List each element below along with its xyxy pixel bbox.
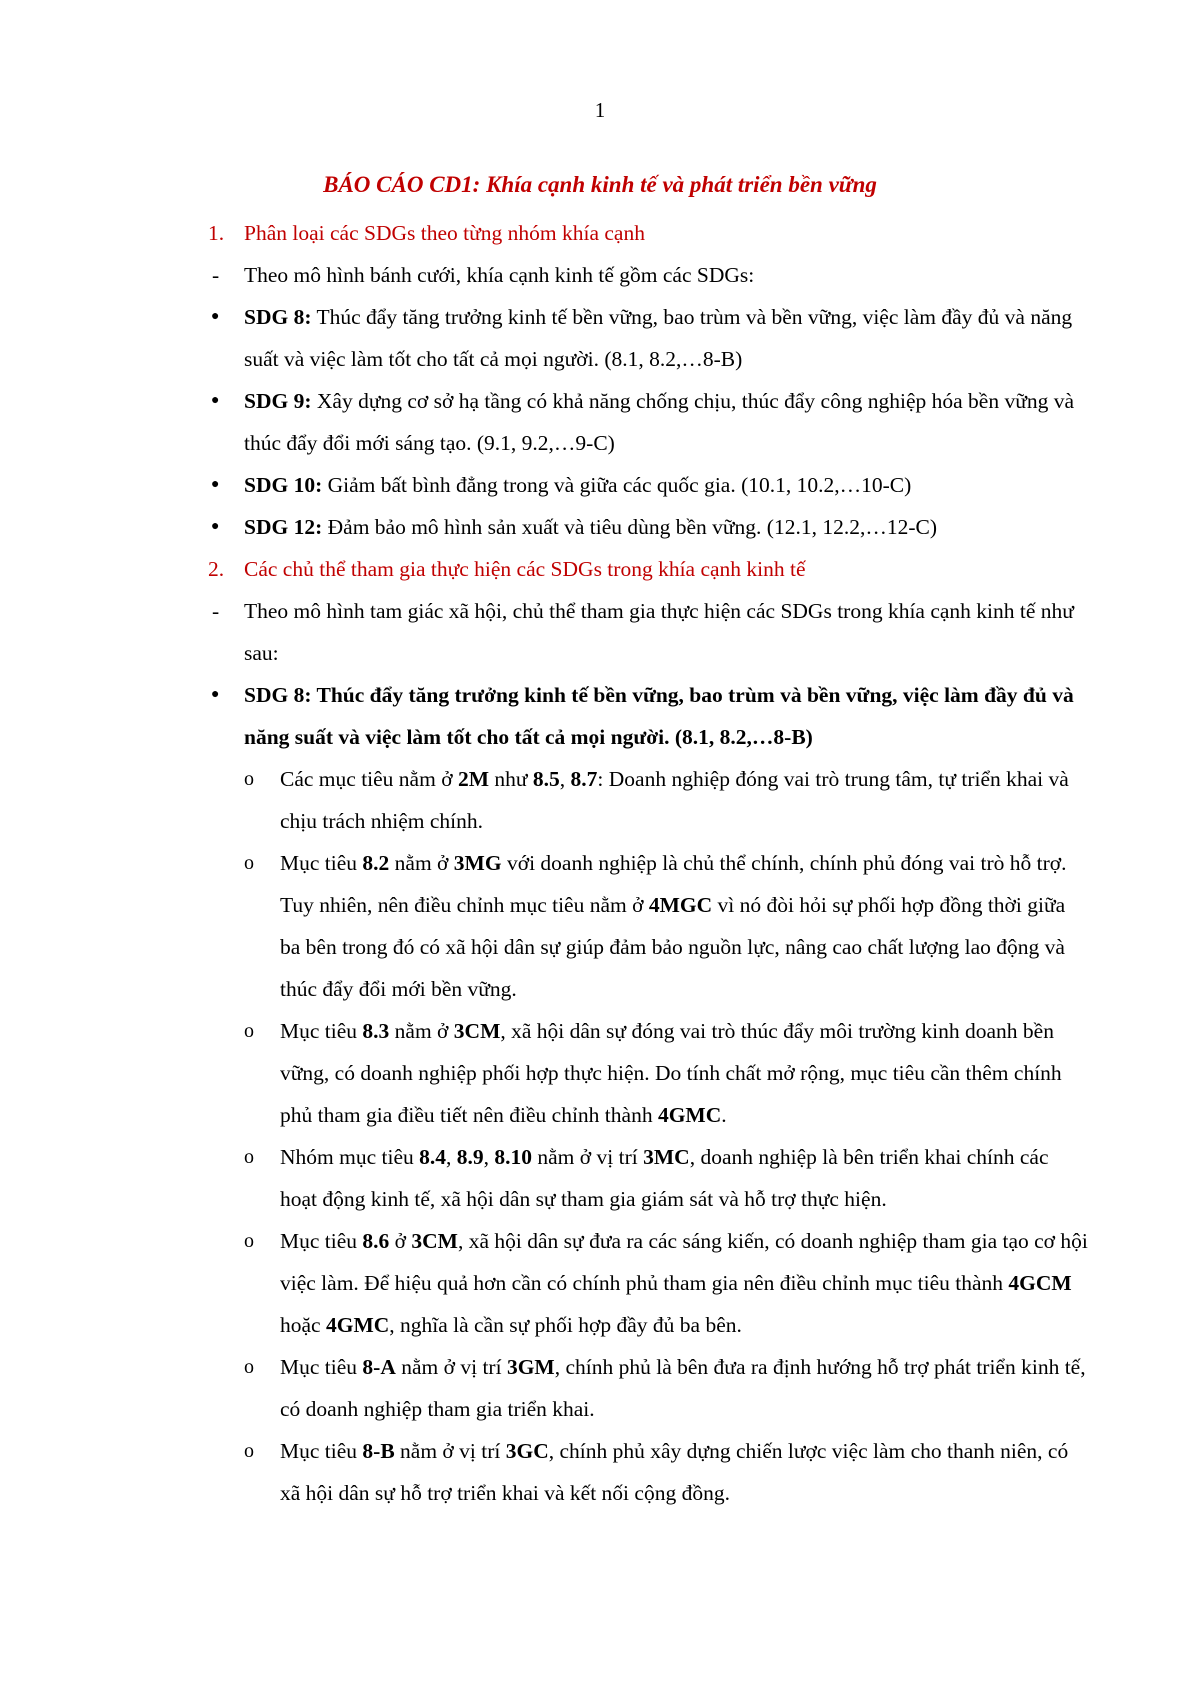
circle-marker: o [244, 1230, 254, 1252]
text-segment: , xã hội dân sự đóng vai trò thúc đẩy môi trường kinh doanh bền vững, có doanh nghiệp phối hợp thực hiện. Do tính chất mở rộng, mục tiêu cần thêm chính phủ tham gia điều tiết nên điều chỉnh thành [280, 1019, 1062, 1127]
text-segment: Các mục tiêu nằm ở [280, 767, 458, 791]
text-segment: Mục tiêu [280, 1019, 363, 1043]
target-code: 4GCM [1008, 1271, 1072, 1295]
sdg8-detail-heading [208, 674, 1088, 758]
text-segment: với doanh nghiệp là chủ thể chính, chính phủ đóng vai trò hỗ trợ. Tuy nhiên, nên điều chỉnh mục tiêu nằm ở [280, 851, 1067, 917]
target-analysis-text [280, 758, 1088, 842]
target-analysis-text [280, 842, 1088, 1010]
text-segment: Mục tiêu [280, 851, 363, 875]
target-analysis-text [280, 1220, 1088, 1346]
target-analysis-text [280, 1346, 1088, 1430]
sdg-item-text [244, 296, 1088, 380]
target-code: 3MG [453, 851, 502, 875]
sdg-item-text [244, 506, 1088, 548]
target-code: 3CM [411, 1229, 458, 1253]
text-segment: Mục tiêu [280, 1355, 363, 1379]
text-segment: , [483, 1145, 495, 1169]
sdg-label: SDG 9: [244, 389, 312, 413]
bullet-marker: ● [211, 393, 220, 408]
section-heading-text: Phân loại các SDGs theo từng nhóm khía cạnh [244, 221, 645, 245]
report-title: BÁO CÁO CD1: Khía cạnh kinh tế và phát triển bền vững [323, 172, 877, 197]
sdg-label: SDG 12: [244, 515, 323, 539]
target-code: 8.7 [570, 767, 598, 791]
bullet-marker: ● [211, 519, 220, 534]
circle-marker: o [244, 852, 254, 874]
target-analysis-item [244, 758, 1088, 842]
text-segment: như [489, 767, 533, 791]
intro-paragraph-1 [208, 254, 1088, 296]
sdg-description: Đảm bảo mô hình sản xuất và tiêu dùng bền vững. (12.1, 12.2,…12-C) [322, 515, 938, 539]
section-heading-1 [208, 212, 1088, 254]
text-segment: nằm ở vị trí [395, 1355, 507, 1379]
circle-marker: o [244, 1146, 254, 1168]
target-code: 3MC [643, 1145, 690, 1169]
target-analysis-list [208, 758, 1088, 1514]
text-segment: , chính phủ xây dựng chiến lược việc làm cho thanh niên, có xã hội dân sự hỗ trợ triển khai và kết nối cộng đồng. [280, 1439, 1069, 1505]
text-segment: nằm ở [389, 851, 454, 875]
sdg-list-item [208, 464, 1088, 506]
dash-marker: - [212, 263, 220, 287]
section-number: 2. [208, 557, 225, 581]
section-heading-2 [208, 548, 1088, 590]
text-segment: Nhóm mục tiêu [280, 1145, 420, 1169]
target-code: 8.6 [362, 1229, 390, 1253]
target-code: 4GMC [325, 1313, 390, 1337]
target-analysis-text [280, 1010, 1088, 1136]
sdg-description: Xây dựng cơ sở hạ tầng có khả năng chống chịu, thúc đẩy công nghiệp hóa bền vững và thúc đẩy đổi mới sáng tạo. (9.1, 9.2,…9-C) [244, 389, 1075, 455]
sdg8-heading-text: SDG 8: Thúc đẩy tăng trưởng kinh tế bền vững, bao trùm và bền vững, việc làm đầy đủ và năng suất và việc làm tốt cho tất cả mọi người. (8.1, 8.2,…8-B) [244, 683, 1074, 749]
text-segment: , doanh nghiệp là bên triển khai chính các hoạt động kinh tế, xã hội dân sự tham gia giám sát và hỗ trợ thực hiện. [280, 1145, 1049, 1211]
sdg-list-item [208, 506, 1088, 548]
text-segment: hoặc [280, 1313, 326, 1337]
sdg-label: SDG 10: [244, 473, 323, 497]
text-segment: . [721, 1103, 727, 1127]
sdg-list [208, 296, 1088, 548]
intro-text: Theo mô hình tam giác xã hội, chủ thể tham gia thực hiện các SDGs trong khía cạnh kinh tế như sau: [244, 599, 1074, 665]
page-number: 1 [594, 98, 606, 122]
target-analysis-item [244, 1220, 1088, 1346]
circle-marker: o [244, 1356, 254, 1378]
target-analysis-item [244, 1010, 1088, 1136]
text-segment: , [559, 767, 571, 791]
text-segment: , nghĩa là cần sự phối hợp đầy đủ ba bên. [389, 1313, 742, 1337]
target-code: 8-A [362, 1355, 396, 1379]
text-segment: Mục tiêu [280, 1439, 363, 1463]
document-body [208, 212, 1088, 1514]
circle-marker: o [244, 1440, 254, 1462]
target-analysis-item [244, 1430, 1088, 1514]
target-analysis-item [244, 842, 1088, 1010]
intro-text: Theo mô hình bánh cưới, khía cạnh kinh tế gồm các SDGs: [244, 263, 755, 287]
text-segment: vì nó đòi hỏi sự phối hợp đồng thời giữa ba bên trong đó có xã hội dân sự giúp đảm bảo nguồn lực, nâng cao chất lượng lao động và thúc đẩy đổi mới bền vững. [280, 893, 1066, 1001]
text-segment: , xã hội dân sự đưa ra các sáng kiến, có doanh nghiệp tham gia tạo cơ hội việc làm. Để hiệu quả hơn cần có chính phủ tham gia nên điều chỉnh mục tiêu thành [280, 1229, 1088, 1295]
sdg-description: Thúc đẩy tăng trưởng kinh tế bền vững, bao trùm và bền vững, việc làm đầy đủ và năng suất và việc làm tốt cho tất cả mọi người. (8.1, 8.2,…8-B) [244, 305, 1073, 371]
intro-paragraph-2 [208, 590, 1088, 674]
circle-marker: o [244, 768, 254, 790]
text-segment: Mục tiêu [280, 1229, 363, 1253]
target-code: 2M [457, 767, 489, 791]
sdg-item-text [244, 464, 1088, 506]
target-code: 3GC [505, 1439, 549, 1463]
sdg-description: Giảm bất bình đẳng trong và giữa các quốc gia. (10.1, 10.2,…10-C) [322, 473, 912, 497]
target-code: 8.10 [494, 1145, 533, 1169]
text-segment: , chính phủ là bên đưa ra định hướng hỗ trợ phát triển kinh tế, có doanh nghiệp tham gia triển khai. [280, 1355, 1086, 1421]
target-analysis-text [280, 1430, 1088, 1514]
target-code: 4GMC [657, 1103, 722, 1127]
target-code: 8.9 [456, 1145, 484, 1169]
text-segment: nằm ở vị trí [532, 1145, 644, 1169]
bullet-marker: ● [211, 687, 220, 702]
bullet-marker: ● [211, 309, 220, 324]
target-code: 8-B [362, 1439, 395, 1463]
target-analysis-item [244, 1346, 1088, 1430]
target-analysis-item [244, 1136, 1088, 1220]
sdg-list-item [208, 380, 1088, 464]
text-segment: , [446, 1145, 457, 1169]
text-segment: ở [389, 1229, 412, 1253]
sdg-label: SDG 8: [244, 305, 312, 329]
target-code: 8.4 [419, 1145, 447, 1169]
target-code: 3GM [506, 1355, 555, 1379]
bullet-marker: ● [211, 477, 220, 492]
circle-marker: o [244, 1020, 254, 1042]
text-segment: nằm ở vị trí [394, 1439, 506, 1463]
target-analysis-text [280, 1136, 1088, 1220]
text-segment: nằm ở [389, 1019, 454, 1043]
text-segment: : Doanh nghiệp đóng vai trò trung tâm, tự triển khai và chịu trách nhiệm chính. [280, 767, 1069, 833]
sdg-list-item [208, 296, 1088, 380]
section-heading-text: Các chủ thể tham gia thực hiện các SDGs trong khía cạnh kinh tế [244, 557, 806, 581]
target-code: 4MGC [648, 893, 713, 917]
dash-marker: - [212, 599, 220, 623]
target-code: 8.2 [362, 851, 390, 875]
target-code: 8.5 [532, 767, 560, 791]
target-code: 8.3 [362, 1019, 390, 1043]
sdg-item-text [244, 380, 1088, 464]
section-number: 1. [208, 221, 225, 245]
target-code: 3CM [453, 1019, 501, 1043]
